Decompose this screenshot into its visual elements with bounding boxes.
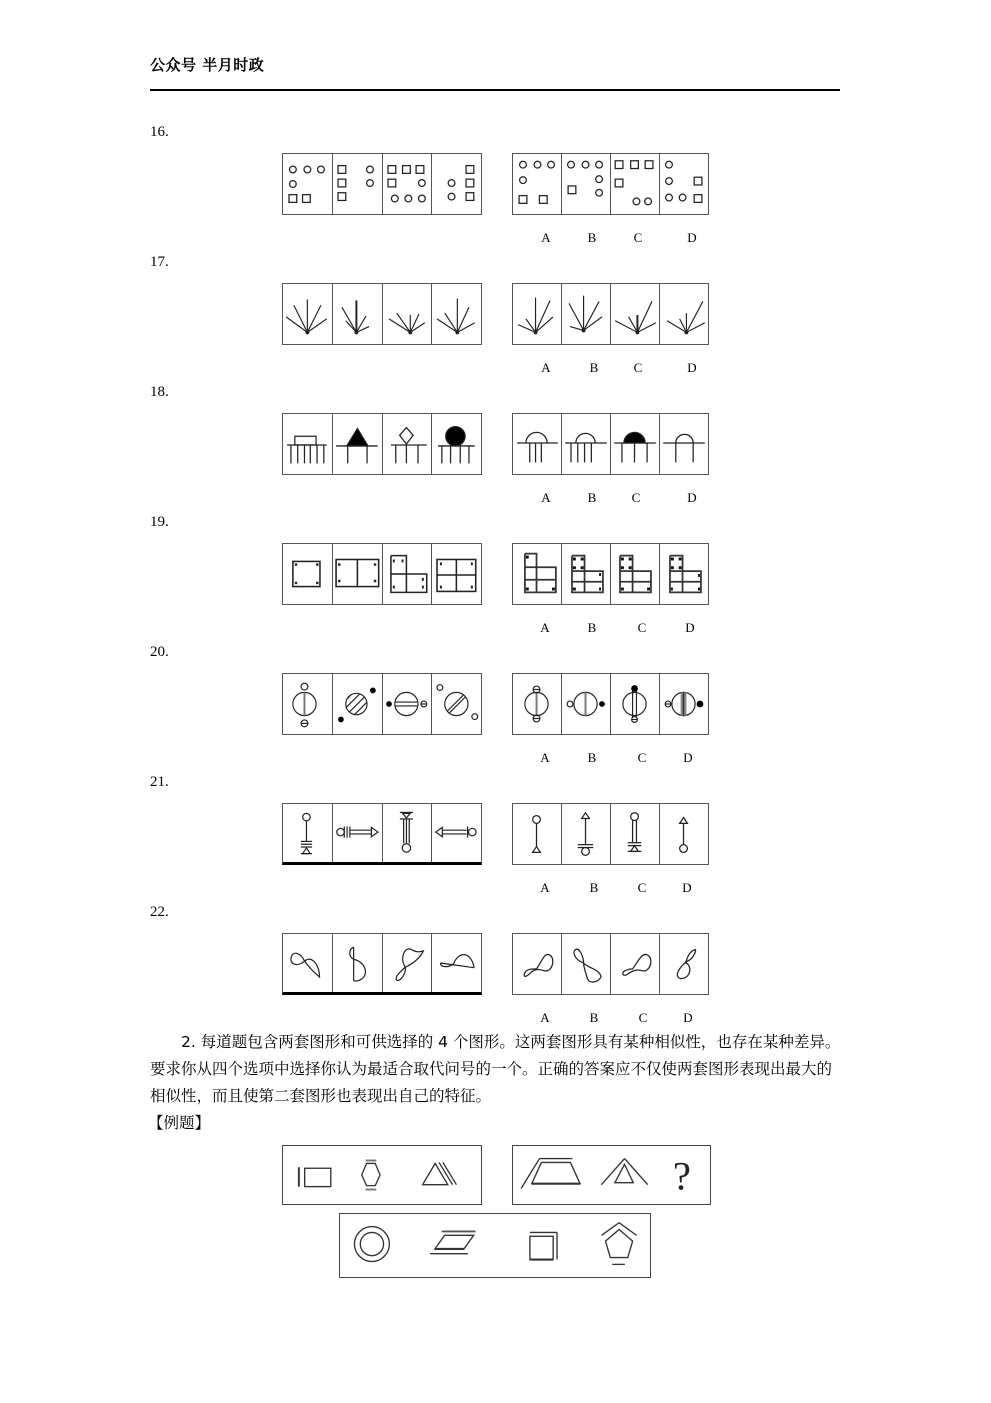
q18-stem-figures [282,413,482,475]
q22-stem-figures [282,933,482,995]
q19-option-b[interactable] [562,544,611,604]
q18-option-d[interactable] [660,414,708,474]
question-16-number: 16. [150,124,169,140]
q17-option-c[interactable] [611,284,660,344]
q16-label-d: D [687,230,697,245]
q19-label-c: C [637,620,647,635]
q21-option-b[interactable] [562,804,611,864]
question-18-number: 18. [150,384,169,400]
choice-square [530,1232,557,1259]
q19-label-d: D [685,620,695,635]
q20-label-c: C [637,750,647,765]
q17-stem-figures [282,283,482,345]
q18-option-figures [512,413,709,475]
q21-option-d[interactable] [660,804,708,864]
q22-option-figures [512,933,709,995]
q18-label-c: C [631,490,641,505]
q18-label-a: A [541,490,551,505]
question-22-number: 22. [150,904,169,920]
q20-stem-figures [282,673,482,735]
example-set-1 [282,1145,482,1205]
q19-label-a: A [540,620,550,635]
q21-label-c: C [637,880,647,895]
q16-option-d[interactable] [660,154,708,214]
q19-option-c[interactable] [611,544,660,604]
q17-label-b: B [589,360,599,375]
q20-label-b: B [587,750,597,765]
q21-option-figures [512,803,709,865]
question-19-number: 19. [150,514,169,530]
q18-label-d: D [687,490,697,505]
q21-option-a[interactable] [513,804,562,864]
q16-option-a[interactable] [513,154,562,214]
q17-option-a[interactable] [513,284,562,344]
q16-label-c: C [633,230,643,245]
q20-option-c[interactable] [611,674,660,734]
q17-option-figures [512,283,709,345]
q18-label-b: B [587,490,597,505]
q17-label-d: D [687,360,697,375]
question-17-number: 17. [150,254,169,270]
q16-label-a: A [541,230,551,245]
choice-pentagon [602,1223,637,1265]
q17-option-d[interactable] [660,284,708,344]
q19-label-b: B [587,620,597,635]
q19-option-a[interactable] [513,544,562,604]
q20-option-figures [512,673,709,735]
q22-option-c[interactable] [611,934,660,994]
q16-label-b: B [587,230,597,245]
q20-option-b[interactable] [562,674,611,734]
question-21-number: 21. [150,774,169,790]
q22-label-a: A [540,1010,550,1025]
q21-label-b: B [589,880,599,895]
q20-option-d[interactable] [660,674,708,734]
header-rule [150,89,840,91]
q20-label-d: D [683,750,693,765]
q16-stem-figures [282,153,482,215]
q22-option-d[interactable] [660,934,708,994]
q22-label-c: C [638,1010,648,1025]
q19-option-figures [512,543,709,605]
example-set-2 [512,1145,711,1205]
q21-label-a: A [540,880,550,895]
q18-option-b[interactable] [562,414,611,474]
q22-label-d: D [683,1010,693,1025]
choice-parallelogram [430,1231,476,1253]
q17-option-b[interactable] [562,284,611,344]
instruction-paragraph: 2. 每道题包含两套图形和可供选择的 4 个图形。这两套图形具有某种相似性，也存在某种差异。要求你从四个选项中选择你认为最适合取代问号的一个。正确的答案应不仅使两套图形表现出最大的相似性，而且使第二套图形也表现出自己的特征。 [150,1033,841,1105]
q22-option-b[interactable] [562,934,611,994]
choice-concentric-circles [354,1227,389,1262]
question-mark: ? [672,1153,691,1199]
q22-option-a[interactable] [513,934,562,994]
q18-option-a[interactable] [513,414,562,474]
q18-option-c[interactable] [611,414,660,474]
q20-option-a[interactable] [513,674,562,734]
header-title: 公众号 半月时政 [150,56,265,74]
q21-stem-figures [282,803,482,865]
q21-option-c[interactable] [611,804,660,864]
question-20-number: 20. [150,644,169,660]
q19-option-d[interactable] [660,544,708,604]
q19-stem-figures [282,543,482,605]
q17-label-a: A [541,360,551,375]
q22-label-b: B [589,1010,599,1025]
answer-choices [339,1213,651,1278]
q16-option-figures [512,153,709,215]
example-heading: 【例题】 [148,1114,211,1132]
q17-label-c: C [633,360,643,375]
q16-option-c[interactable] [611,154,660,214]
q20-label-a: A [540,750,550,765]
q21-label-d: D [682,880,692,895]
q16-option-b[interactable] [562,154,611,214]
